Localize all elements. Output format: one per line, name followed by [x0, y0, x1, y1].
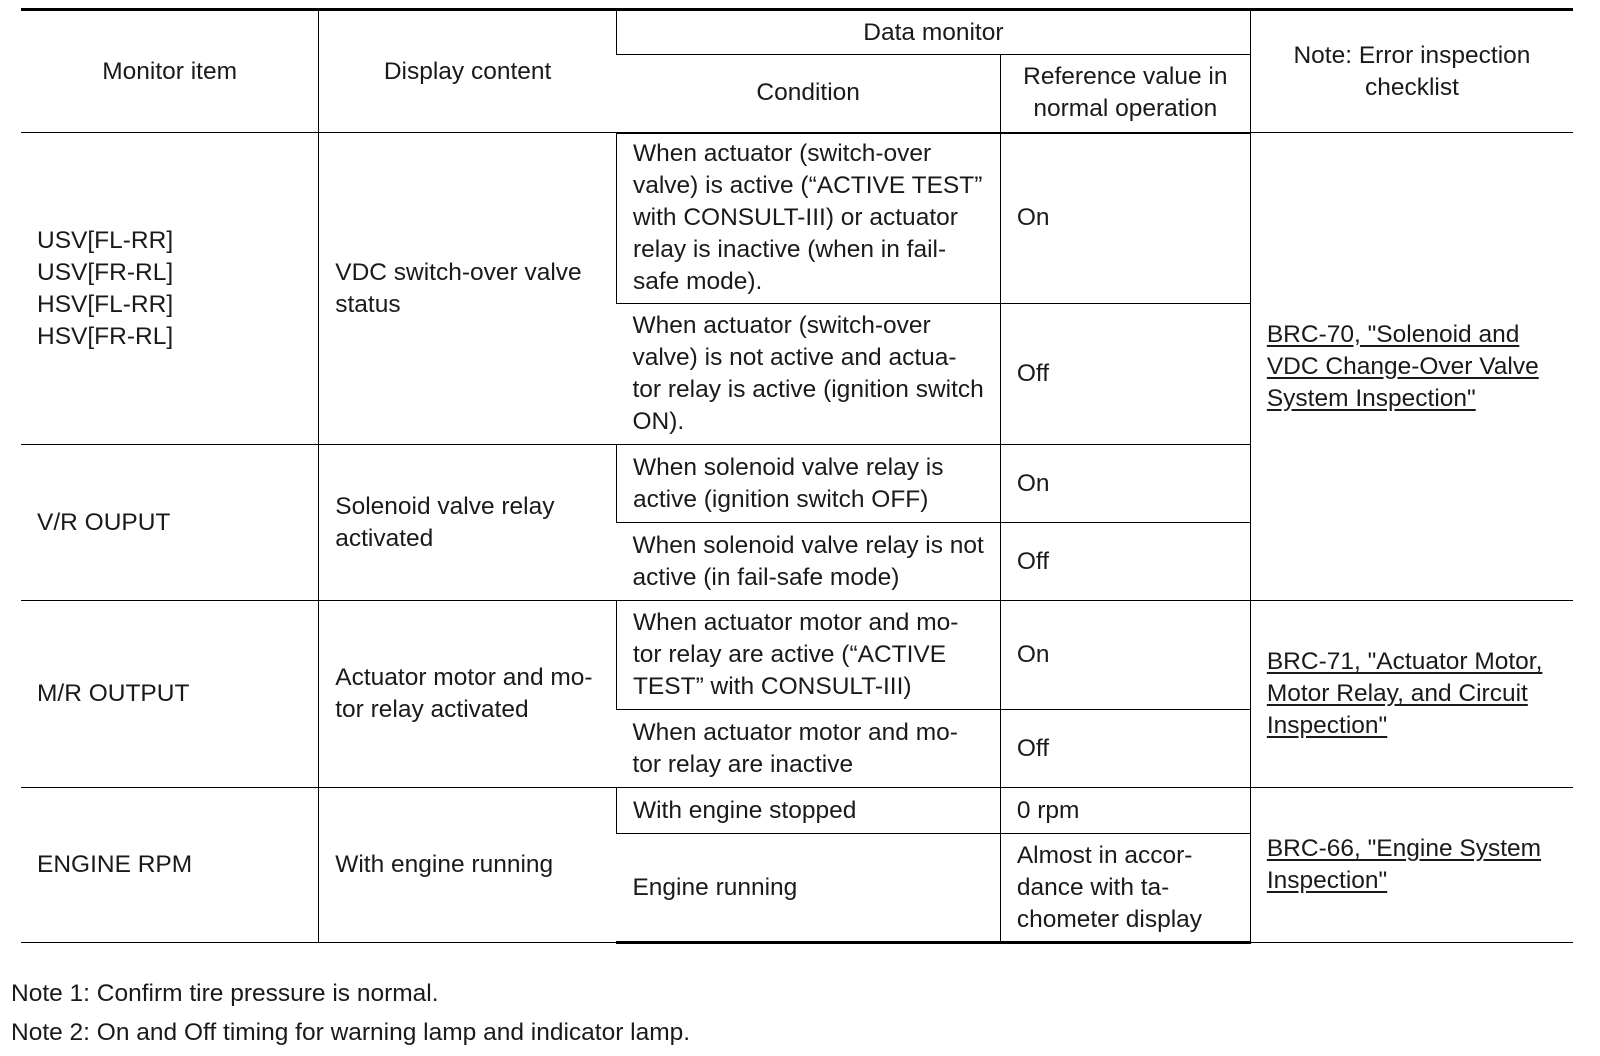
condition-cell: When actuator (switch-over valve) is active (“ACTIVE TEST” with CONSULT-III) or actuator relay is inactive (when in fail-safe mode). [616, 133, 1000, 304]
condition-cell: When actuator motor and mo-tor relay are inactive [616, 710, 1000, 788]
reference-value-cell: On [1000, 445, 1250, 523]
data-monitor-table [21, 8, 1573, 944]
reference-value-cell: Almost in accor-dance with ta-chometer display [1000, 834, 1250, 943]
condition-cell: Engine running [616, 834, 1000, 943]
header-data-monitor: Data monitor [616, 10, 1250, 55]
inspection-link[interactable]: BRC-70, "Solenoid and VDC Change-Over Valve System Inspection" [1266, 320, 1539, 412]
monitor-item: ENGINE RPM [21, 788, 319, 943]
inspection-link[interactable]: BRC-71, "Actuator Motor, Motor Relay, and Circuit Inspection" [1266, 648, 1543, 739]
note-cell [1250, 133, 1573, 601]
inspection-link[interactable]: BRC-66, "Engine System Inspection" [1266, 835, 1542, 894]
monitor-item-cell [21, 133, 319, 445]
monitor-item: USV[FL-RR] [37, 226, 174, 254]
monitor-item: HSV[FL-RR] [37, 290, 174, 318]
reference-value-cell: Off [1000, 523, 1250, 601]
condition-cell: When actuator motor and mo-tor relay are active (“ACTIVE TEST” with CONSULT-III) [616, 601, 1000, 710]
header-reference-value: Reference value in normal operation [1000, 55, 1250, 133]
footnote: Note 1: Confirm tire pressure is normal. [11, 980, 439, 1007]
condition-cell: When solenoid valve relay is active (ignition switch OFF) [616, 445, 1000, 523]
reference-value-cell: On [1000, 133, 1250, 304]
condition-cell: When actuator (switch-over valve) is not active and actua-tor relay is active (ignition switch ON). [616, 304, 1000, 445]
display-content: Actuator motor and mo-tor relay activated [319, 601, 617, 788]
header-monitor-item: Monitor item [21, 10, 319, 133]
reference-value-cell: On [1000, 601, 1250, 710]
monitor-item: HSV[FR-RL] [37, 322, 174, 350]
condition-cell: When solenoid valve relay is not active (in fail-safe mode) [616, 523, 1000, 601]
display-content: With engine running [319, 788, 617, 943]
note-cell [1250, 788, 1573, 943]
header-condition: Condition [616, 55, 1000, 133]
display-content: Solenoid valve relay activated [319, 445, 617, 601]
note-cell [1250, 601, 1573, 788]
header-note: Note: Error inspection checklist [1250, 10, 1573, 133]
monitor-item: M/R OUTPUT [21, 601, 319, 788]
reference-value-cell: 0 rpm [1000, 788, 1250, 834]
condition-cell: With engine stopped [616, 788, 1000, 834]
monitor-item: USV[FR-RL] [37, 258, 174, 286]
monitor-item: V/R OUPUT [21, 445, 319, 601]
footnote: Note 2: On and Off timing for warning lamp and indicator lamp. [11, 1019, 691, 1046]
header-display-content: Display content [319, 10, 617, 133]
footnotes [11, 978, 690, 1056]
reference-value-cell: Off [1000, 710, 1250, 788]
reference-value-cell: Off [1000, 304, 1250, 445]
display-content: VDC switch-over valve status [319, 133, 617, 445]
